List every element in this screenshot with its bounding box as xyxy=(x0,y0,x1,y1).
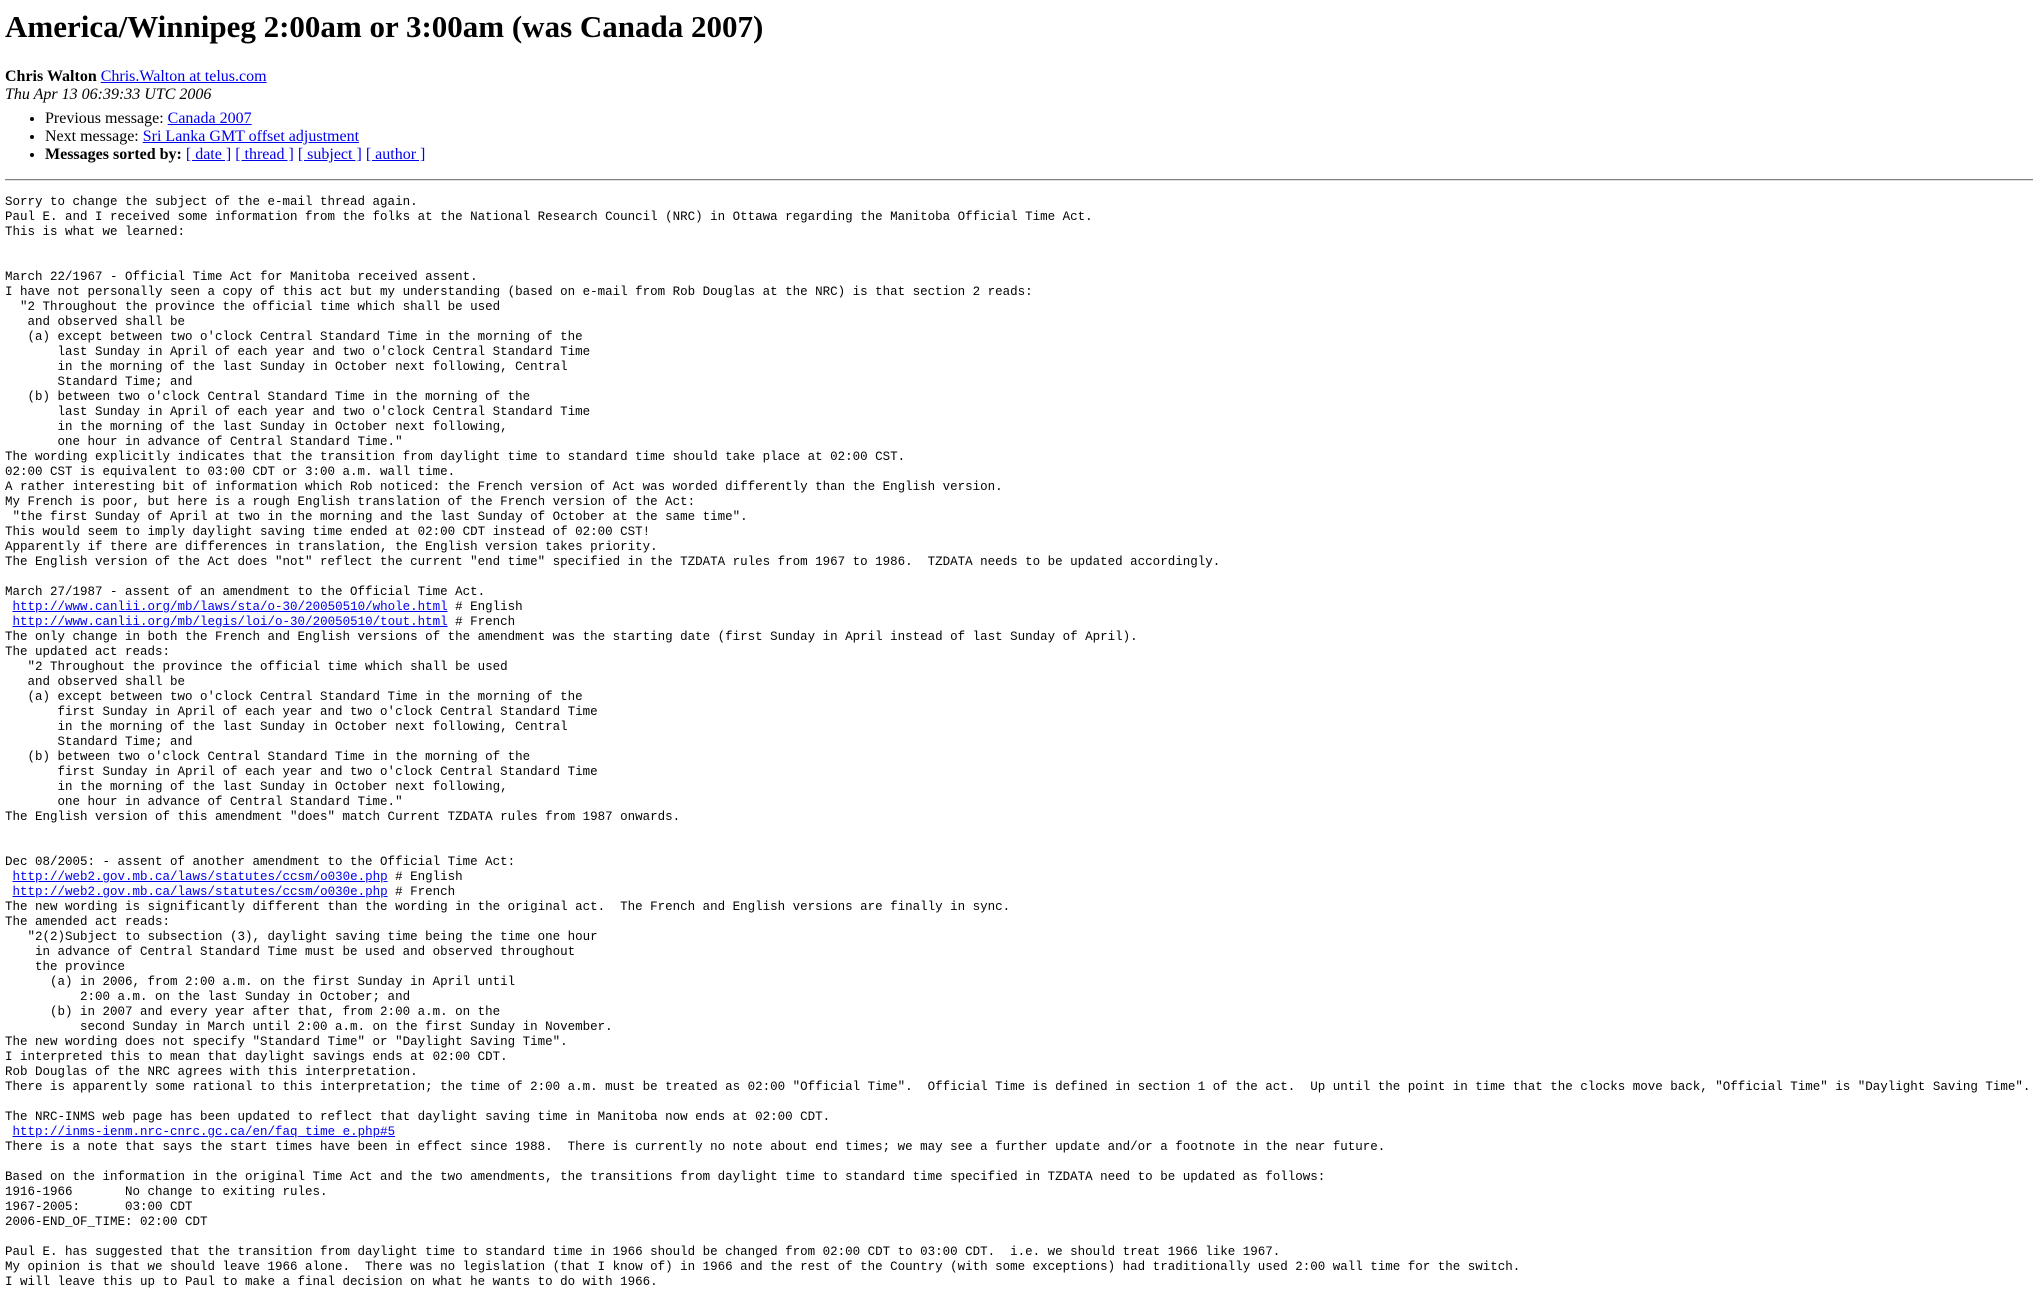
author-name: Chris Walton xyxy=(5,68,97,85)
sort-by-thread-link[interactable]: [ thread ] xyxy=(235,146,294,163)
message-page xyxy=(5,0,2037,1290)
nav-sorted xyxy=(45,146,2037,164)
nav-next xyxy=(45,128,2037,146)
nav-previous-label: Previous message: xyxy=(45,110,164,127)
link-1-suffix: # English xyxy=(455,600,523,614)
canlii-french-link[interactable]: http://www.canlii.org/mb/legis/loi/o-30/20050510/tout.html xyxy=(12,615,448,629)
message-nav xyxy=(5,110,2037,164)
body-paragraph-4: There is a note that says the start times have been in effect since 1988. There is currently no note about end times; we may see a further update and/or a footnote in the near future. Based on the information in the original Time Act and the two amendments, the transitions from daylight time to standard time specified in TZDATA need to be updated as follows: 1916-1966 No change to exiting rules. 1967-2005: 03:00 CDT 2006-END_OF_TIME: 02:00 CDT Paul E. has suggested that the transition from daylight time to standard time in 1966 should be changed from 02:00 CDT to 03:00 CDT. i.e. we should treat 1966 like 1967. My opinion is that we should leave 1966 alone. There was no legislation (that I know of) in 1966 and the rest of the Country (with some exceptions) had traditionally used 2:00 wall time for the switch. I will leave this up to Paul to make a final decision on what he wants to do with 1966. xyxy=(5,1140,1521,1289)
link-3-suffix: # English xyxy=(395,870,463,884)
link-4-suffix: # French xyxy=(395,885,456,899)
page-title: America/Winnipeg 2:00am or 3:00am (was Canada 2007) xyxy=(5,9,764,44)
header-divider xyxy=(5,179,2033,181)
canlii-english-link[interactable]: http://www.canlii.org/mb/laws/sta/o-30/20050510/whole.html xyxy=(12,600,448,614)
nav-previous xyxy=(45,110,2037,128)
body-paragraph-3: The new wording is significantly different than the wording in the original act. The French and English versions are finally in sync. The amended act reads: "2(2)Subject to subsection (3), daylight saving time being the time one hour in advance of Central Standard Time must be used and observed throughout the province (a) in 2006, from 2:00 a.m. on the first Sunday in April until 2:00 a.m. on the last Sunday in October; and (b) in 2007 and every year after that, from 2:00 a.m. on the second Sunday in March until 2:00 a.m. on the first Sunday in November. The new wording does not specify "Standard Time" or "Daylight Saving Time". I interpreted this to mean that daylight savings ends at 02:00 CDT. Rob Douglas of the NRC agrees with this interpretation. There is apparently some rational to this interpretation; the time of 2:00 a.m. must be treated as 02:00 "Official Time". Official Time is defined in section 1 of the act. Up until the point in time that the clocks move back, "Official Time" is "Daylight Saving Time". The NRC-INMS web page has been updated to reflect that daylight saving time in Manitoba now ends at 02:00 CDT. xyxy=(5,900,2031,1124)
message-date: Thu Apr 13 06:39:33 UTC 2006 xyxy=(5,86,212,103)
gov-mb-english-link[interactable]: http://web2.gov.mb.ca/laws/statutes/ccsm/o030e.php xyxy=(12,870,388,884)
link-2-suffix: # French xyxy=(455,615,516,629)
nrc-faq-link[interactable]: http://inms-ienm.nrc-cnrc.gc.ca/en/faq_time_e.php#5 xyxy=(12,1125,396,1139)
author-block xyxy=(5,68,2037,86)
next-message-link[interactable]: Sri Lanka GMT offset adjustment xyxy=(142,128,360,145)
gov-mb-french-link[interactable]: http://web2.gov.mb.ca/laws/statutes/ccsm/o030e.php xyxy=(12,885,388,899)
sort-by-author-link[interactable]: [ author ] xyxy=(365,146,426,163)
sort-by-subject-link[interactable]: [ subject ] xyxy=(297,146,362,163)
previous-message-link[interactable]: Canada 2007 xyxy=(167,110,252,127)
sort-by-date-link[interactable]: [ date ] xyxy=(185,146,232,163)
nav-next-label: Next message: xyxy=(45,128,139,145)
body-paragraph-2: The only change in both the French and English versions of the amendment was the starting date (first Sunday in April instead of last Sunday of April). The updated act reads: "2 Throughout the province the official time which shall be used and observed shall be (a) except between two o'clock Central Standard Time in the morning of the first Sunday in April of each year and two o'clock Central Standard Time in the morning of the last Sunday in October next following, Central Standard Time; and (b) between two o'clock Central Standard Time in the morning of the first Sunday in April of each year and two o'clock Central Standard Time in the morning of the last Sunday in October next following, one hour in advance of Central Standard Time." The English version of this amendment "does" match Current TZDATA rules from 1987 onwards. Dec 08/2005: - assent of another amendment to the Official Time Act: xyxy=(5,630,1138,869)
sorted-by-label: Messages sorted by: xyxy=(45,146,182,163)
message-body xyxy=(5,195,2035,1290)
author-email-link[interactable]: Chris.Walton at telus.com xyxy=(100,68,267,85)
body-paragraph-1: Sorry to change the subject of the e-mail thread again. Paul E. and I received some information from the folks at the National Research Council (NRC) in Ottawa regarding the Manitoba Official Time Act. This is what we learned: March 22/1967 - Official Time Act for Manitoba received assent. I have not personally seen a copy of this act but my understanding (based on e-mail from Rob Douglas at the NRC) is that section 2 reads: "2 Throughout the province the official time which shall be used and observed shall be (a) except between two o'clock Central Standard Time in the morning of the last Sunday in April of each year and two o'clock Central Standard Time in the morning of the last Sunday in October next following, Central Standard Time; and (b) between two o'clock Central Standard Time in the morning of the last Sunday in April of each year and two o'clock Central Standard Time in the morning of the last Sunday in October next following, one hour in advance of Central Standard Time." The wording explicitly indicates that the transition from daylight time to standard time should take place at 02:00 CST. 02:00 CST is equivalent to 03:00 CDT or 3:00 a.m. wall time. A rather interesting bit of information which Rob noticed: the French version of Act was worded differently than the English version. My French is poor, but here is a rough English translation of the French version of the Act: "the first Sunday of April at two in the morning and the last Sunday of October at the same time". This would seem to imply daylight saving time ended at 02:00 CDT instead of 02:00 CST! Apparently if there are differences in translation, the English version takes priority. The English version of the Act does "not" reflect the current "end time" specified in the TZDATA rules from 1967 to 1986. TZDATA needs to be updated accordingly. March 27/1987 - assent of an amendment to the Official Time Act. xyxy=(5,195,1221,599)
